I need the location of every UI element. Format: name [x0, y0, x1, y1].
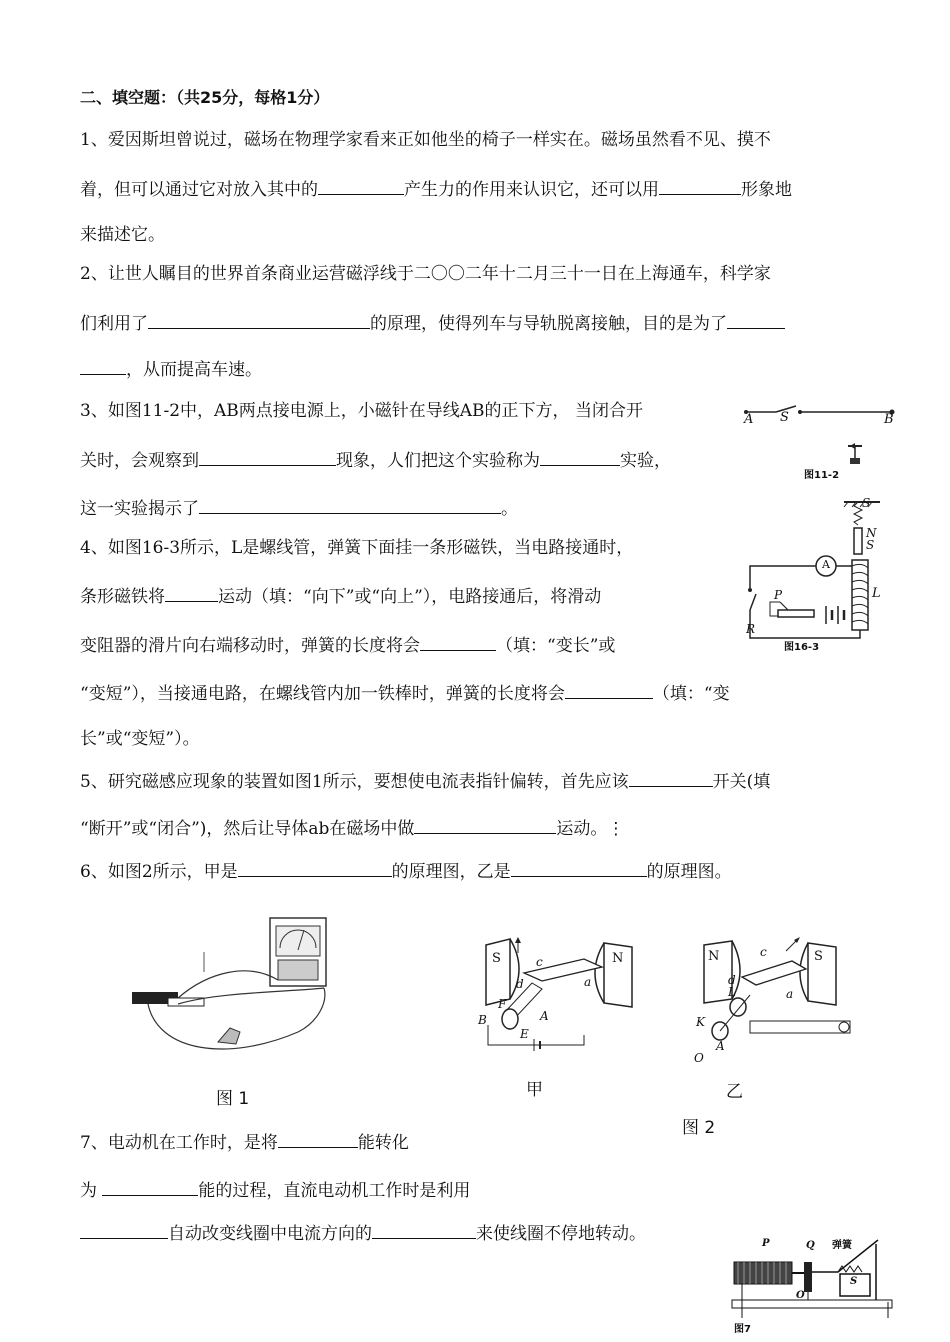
figure-2-jia-label-c: c	[536, 955, 543, 969]
q6-text-b: 的原理图，乙是	[391, 862, 511, 882]
q5-text-c: “断开”或“闭合”)，然后让导体ab在磁场中做	[80, 819, 415, 839]
figure-2-caption: 图 2	[682, 1118, 716, 1138]
q1-blank-2[interactable]	[659, 176, 741, 195]
q5-blank-1[interactable]	[629, 768, 713, 787]
figure-11-2-label-a: A	[744, 412, 754, 427]
figure-2-yi-label-k: K	[696, 1015, 705, 1029]
figure-2-jia-label-d: d	[516, 977, 524, 991]
q3-line3	[80, 495, 518, 521]
figure-2-yi-label-a: a	[786, 987, 794, 1001]
figure-2-jia-label-n: N	[612, 951, 624, 966]
figure-16-3-label-r: R	[746, 622, 756, 636]
q4-text-d: （填：“变长”或	[496, 636, 616, 656]
q2-text-c: ，从而提高车速。	[126, 360, 262, 380]
figure-2-yi-label-l: L	[728, 985, 736, 999]
q4-text-f: （填：“变	[652, 684, 730, 704]
q7-blank-4[interactable]	[372, 1220, 476, 1239]
figure-7-caption: 图7	[734, 1324, 751, 1335]
q3-blank-3[interactable]	[199, 495, 501, 514]
q2-text-b: 的原理，使得列车与导轨脱离接触，目的是为了	[370, 314, 727, 334]
q5-text-d: 运动。⋮	[556, 819, 625, 839]
figure-11-2	[738, 398, 898, 486]
q3-blank-2[interactable]	[540, 447, 620, 466]
q6-text-c: 的原理图。	[646, 862, 732, 882]
q1-line2	[80, 176, 792, 202]
q1-text-b: 产生力的作用来认识它，还可以用	[404, 180, 659, 200]
q1-text-c: 形象地	[741, 180, 792, 200]
q4-line3	[80, 632, 615, 658]
q4-text-c: 变阻器的滑片向右端移动时，弹簧的长度将会	[80, 636, 420, 656]
figure-7-label-p: P	[762, 1238, 770, 1249]
figure-2-jia-label-e: E	[520, 1027, 529, 1041]
figure-2-jia	[474, 935, 644, 1100]
figure-2-yi-label-d: d	[728, 973, 736, 987]
q2-line3	[80, 356, 262, 382]
q7-blank-1[interactable]	[278, 1129, 358, 1148]
figure-7-label-spring: 弹簧	[832, 1240, 852, 1251]
figure-1	[128, 912, 338, 1112]
q7-blank-2[interactable]	[102, 1177, 198, 1196]
q7-line2	[80, 1177, 470, 1203]
q1-text-a: 着，但可以通过它对放入其中的	[80, 180, 318, 200]
q7-text-a: 7、电动机在工作时，是将	[80, 1133, 278, 1153]
q3-text-b: 现象，人们把这个实验称为	[336, 451, 540, 471]
q7-text-c: 为	[80, 1181, 103, 1201]
q7-blank-3[interactable]	[80, 1220, 168, 1239]
q3-text-d: 这一实验揭示了	[80, 499, 199, 519]
q3-text-e: 。	[501, 499, 518, 519]
figure-16-3-drawing	[740, 498, 890, 653]
figure-16-3	[740, 498, 890, 653]
q5-blank-2[interactable]	[414, 815, 556, 834]
q5-line1	[80, 768, 770, 794]
figure-16-3-label-s-top: S	[862, 496, 871, 510]
q4-blank-3[interactable]	[565, 680, 653, 699]
figure-7-label-o: O	[796, 1290, 805, 1301]
q7-text-f: 来使线圈不停地转动。	[476, 1224, 646, 1244]
figure-2-jia-caption: 甲	[526, 1080, 543, 1100]
q2-line1: 2、让世人瞩目的世界首条商业运营磁浮线于二〇〇二年十二月三十一日在上海通车，科学家	[80, 264, 771, 284]
q6-text-a: 6、如图2所示，甲是	[80, 862, 238, 882]
q4-text-b: 运动（填：“向下”或“向上”），电路接通后，将滑动	[218, 587, 602, 607]
q4-line4	[80, 680, 730, 706]
q5-line2	[80, 815, 624, 841]
figure-2-jia-label-a-upper: A	[540, 1009, 549, 1023]
q5-text-b: 开关(填	[712, 772, 771, 792]
q1-line1: 1、爱因斯坦曾说过，磁场在物理学家看来正如他坐的椅子一样实在。磁场虽然看不见、摸不	[80, 130, 771, 150]
figure-2-yi-label-o: O	[694, 1051, 704, 1065]
figure-7	[728, 1232, 898, 1336]
figure-2-yi-label-c: c	[760, 945, 767, 959]
figure-1-drawing	[128, 912, 338, 1112]
figure-2-jia-label-a: a	[584, 975, 592, 989]
figure-2-yi	[682, 935, 860, 1138]
figure-16-3-label-s: S	[866, 538, 875, 552]
q4-text-e: “变短”），当接通电路，在螺线管内加一铁棒时，弹簧的长度将会	[80, 684, 565, 704]
figure-11-2-label-s: S	[780, 410, 789, 425]
q2-text-a: 们利用了	[80, 314, 148, 334]
figure-11-2-caption: 图11-2	[804, 470, 840, 481]
figure-2-yi-label-n: N	[708, 949, 720, 964]
figure-16-3-caption: 图16-3	[784, 642, 820, 653]
figure-16-3-label-l: L	[872, 586, 881, 601]
q1-blank-1[interactable]	[318, 176, 404, 195]
q6-line1	[80, 858, 732, 884]
q3-line1: 3、如图11-2中，AB两点接电源上，小磁针在导线AB的正下方， 当闭合开	[80, 401, 643, 421]
q7-text-d: 能的过程，直流电动机工作时是利用	[198, 1181, 471, 1201]
figure-7-label-q: Q	[806, 1240, 815, 1251]
q4-line2	[80, 583, 601, 609]
q4-text-a: 条形磁铁将	[80, 587, 165, 607]
q4-blank-2[interactable]	[420, 632, 496, 651]
q4-line5: 长”或“变短”）。	[80, 729, 200, 749]
figure-2-jia-label-b: B	[478, 1013, 487, 1027]
section-heading: 二、填空题：（共25分，每格1分）	[80, 88, 330, 107]
q7-text-e: 自动改变线圈中电流方向的	[168, 1224, 372, 1244]
q6-blank-1[interactable]	[238, 858, 392, 877]
q2-blank-2[interactable]	[727, 310, 785, 329]
q2-blank-2-cont[interactable]	[80, 356, 126, 375]
q5-text-a: 5、研究磁感应现象的装置如图1所示，要想使电流表指针偏转，首先应该	[80, 772, 629, 792]
figure-2-yi-caption: 乙	[726, 1082, 743, 1102]
figure-11-2-label-b: B	[884, 412, 894, 427]
q7-text-b: 能转化	[357, 1133, 409, 1153]
figure-16-3-label-n: N	[866, 526, 877, 540]
q3-text-a: 关时，会观察到	[80, 451, 199, 471]
q2-blank-1[interactable]	[148, 310, 370, 329]
figure-7-label-s: S	[850, 1276, 858, 1287]
q2-line2	[80, 310, 785, 336]
figure-2-yi-label-a-lower: A	[716, 1039, 725, 1053]
q4-line1: 4、如图16-3所示，L是螺线管，弹簧下面挂一条形磁铁，当电路接通时，	[80, 538, 634, 558]
figure-2-jia-label-f: F	[498, 997, 507, 1011]
q7-line1	[80, 1129, 409, 1155]
figure-16-3-label-p: P	[774, 588, 783, 602]
figure-2-yi-label-s: S	[814, 949, 823, 964]
q1-line3: 来描述它。	[80, 225, 165, 245]
figure-1-caption: 图 1	[216, 1089, 250, 1109]
figure-16-3-ammeter-label: A	[822, 558, 830, 571]
q3-blank-1[interactable]	[199, 447, 336, 466]
q4-blank-1[interactable]	[165, 583, 218, 602]
q3-line2	[80, 447, 671, 473]
figure-2-jia-label-s: S	[492, 951, 501, 966]
q7-line3	[80, 1220, 646, 1246]
q3-text-c: 实验，	[620, 451, 671, 471]
q6-blank-2[interactable]	[511, 858, 647, 877]
